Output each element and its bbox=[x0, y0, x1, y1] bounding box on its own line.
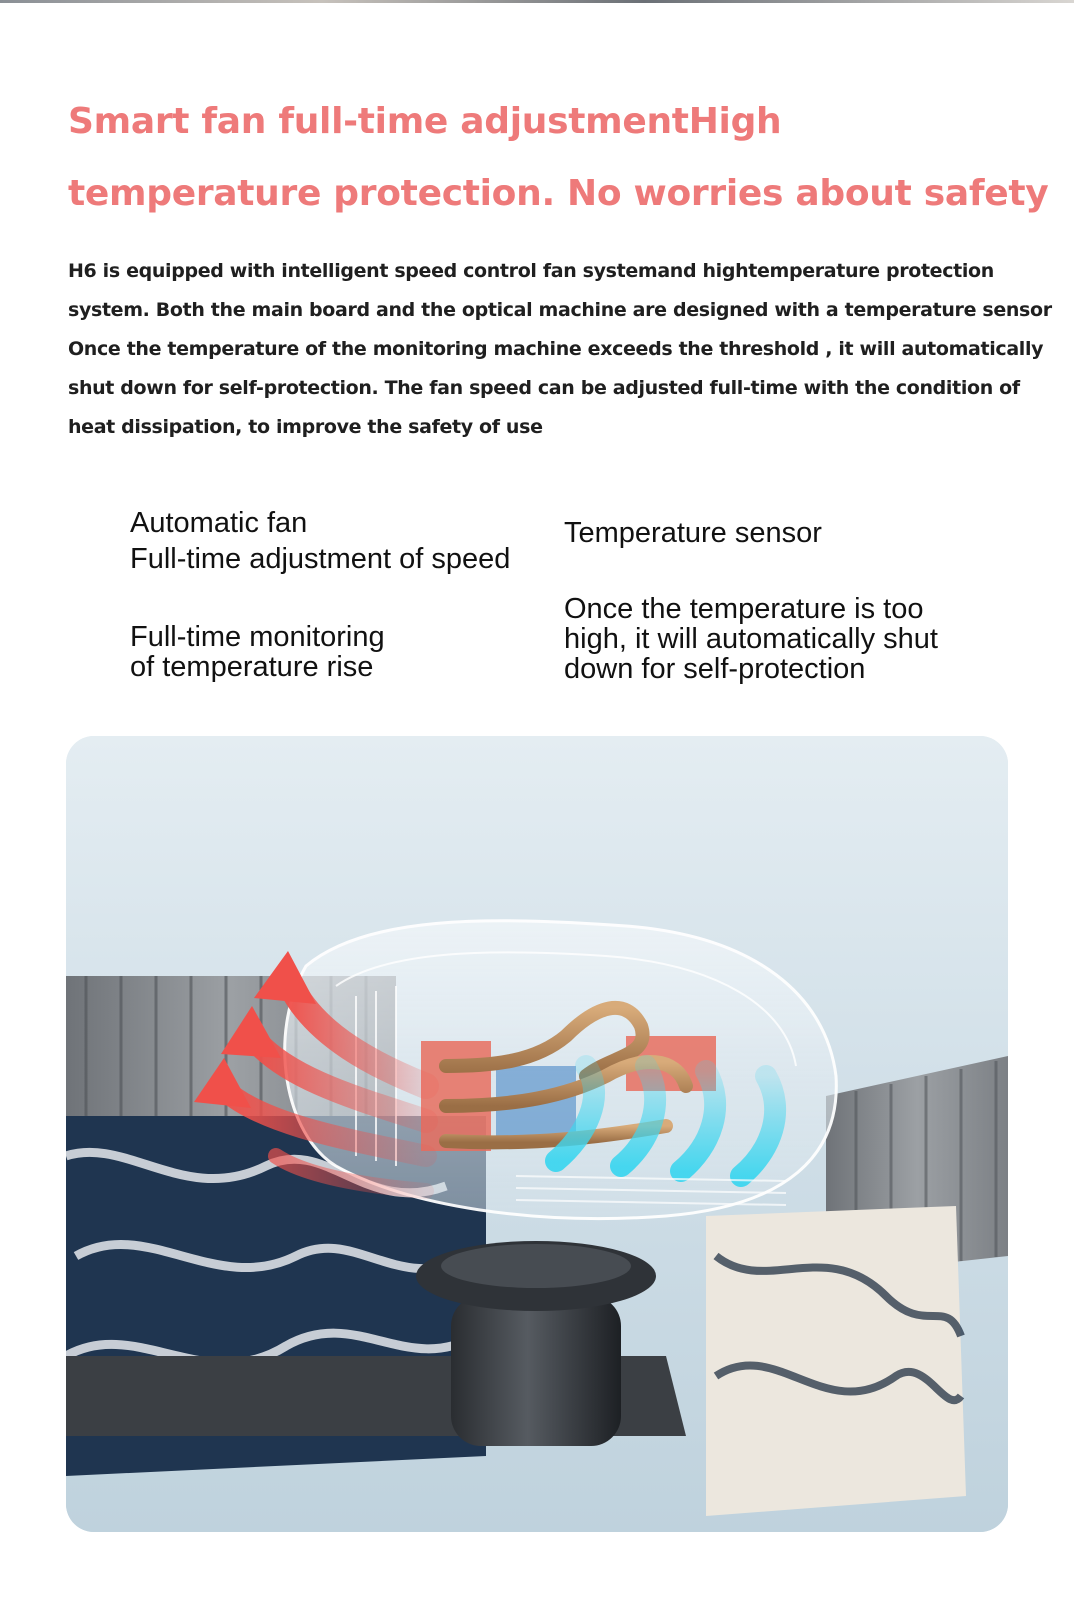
headline-line-2: temperature protection. No worries about safety bbox=[68, 173, 1049, 214]
description-line: heat dissipation, to improve the safety of use bbox=[68, 416, 543, 438]
description-line: H6 is equipped with intelligent speed control fan systemand hightemperature protection bbox=[68, 260, 994, 282]
feature-line: Full-time adjustment of speed bbox=[130, 543, 511, 575]
description-line: shut down for self-protection. The fan speed can be adjusted full-time with the condition of bbox=[68, 377, 1020, 399]
headline-line-1: Smart fan full-time adjustmentHigh bbox=[68, 101, 782, 142]
feature-line: down for self-protection bbox=[564, 653, 866, 685]
feature-line: Full-time monitoring bbox=[130, 621, 385, 653]
feature-line: of temperature rise bbox=[130, 651, 374, 683]
description-line: Once the temperature of the monitoring machine exceeds the threshold , it will automatically bbox=[68, 338, 1044, 360]
feature-line: Automatic fan bbox=[130, 507, 308, 539]
feature-line: Once the temperature is too bbox=[564, 593, 924, 625]
product-cutaway-image bbox=[66, 736, 1008, 1532]
feature-self-protection bbox=[564, 594, 938, 684]
feature-line: high, it will automatically shut bbox=[564, 623, 938, 655]
projector-cutaway-illustration bbox=[66, 736, 1008, 1532]
top-border-strip bbox=[0, 0, 1074, 3]
feature-automatic-fan bbox=[130, 505, 510, 577]
headline bbox=[68, 86, 1049, 230]
description-line: system. Both the main board and the optical machine are designed with a temperature sensor bbox=[68, 299, 1052, 321]
description-paragraph bbox=[68, 252, 1052, 447]
feature-line: Temperature sensor bbox=[564, 517, 822, 549]
feature-temperature-sensor bbox=[564, 518, 822, 548]
feature-temperature-monitoring bbox=[130, 622, 385, 682]
